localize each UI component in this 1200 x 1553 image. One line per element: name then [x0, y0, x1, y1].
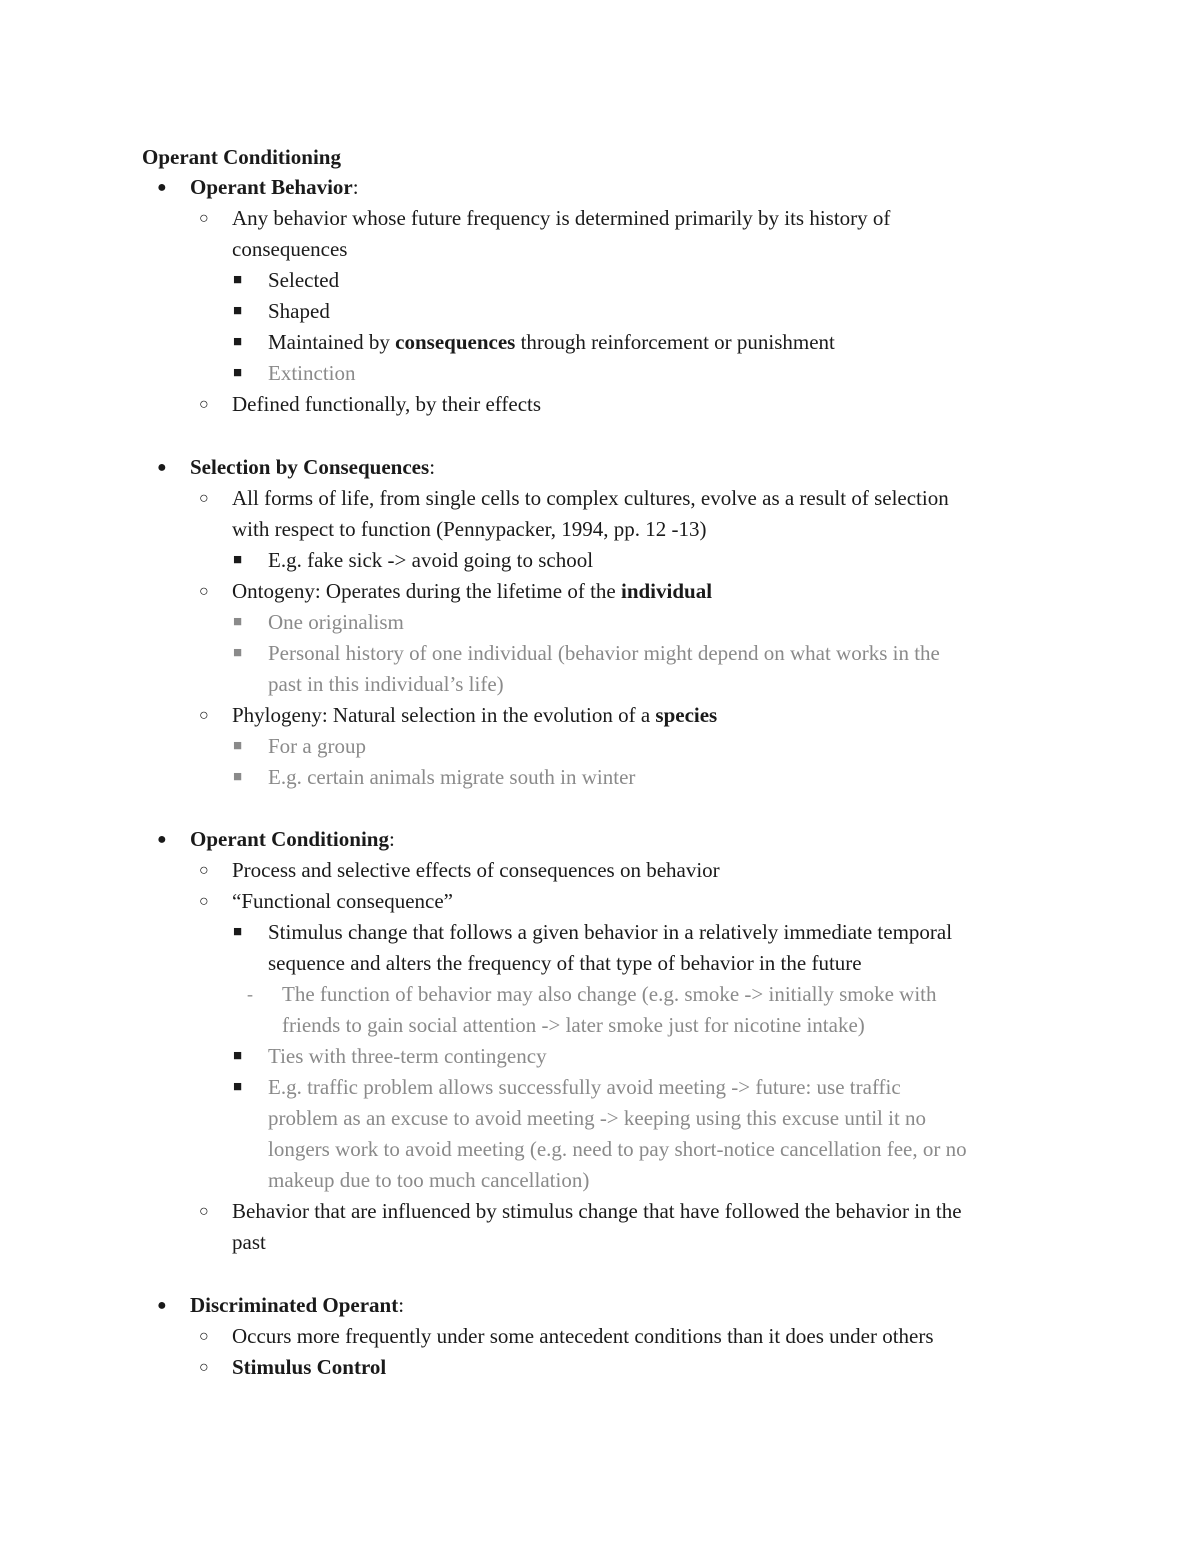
text-run: through reinforcement or punishment: [515, 330, 835, 354]
list-item: Defined functionally, by their effects: [232, 392, 542, 416]
circle-marker: ○: [199, 1328, 209, 1345]
heading-colon: :: [398, 1293, 405, 1317]
square-marker: ■: [233, 924, 243, 940]
list-item: Any behavior whose future frequency is determined primarily by its history of: [232, 206, 891, 230]
list-item-continued: makeup due to too much cancellation): [268, 1168, 590, 1192]
square-marker: ■: [233, 769, 243, 785]
circle-marker: ○: [199, 707, 209, 724]
list-item-continued: past: [232, 1230, 266, 1254]
heading-text: Discriminated Operant: [190, 1293, 399, 1317]
square-marker: ■: [233, 272, 243, 288]
circle-marker: ○: [199, 583, 209, 600]
bullet-marker: ●: [157, 179, 167, 196]
list-item: “Functional consequence”: [232, 889, 453, 913]
heading-colon: :: [388, 827, 395, 851]
list-item: E.g. fake sick -> avoid going to school: [268, 548, 594, 572]
document-title: Operant Conditioning: [142, 145, 341, 169]
section-heading: [190, 172, 359, 203]
circle-marker: ○: [199, 1203, 209, 1220]
section-heading: [190, 1290, 404, 1321]
list-item: Shaped: [268, 299, 330, 323]
list-item-continued: problem as an excuse to avoid meeting -> keeping using this excuse until it no: [268, 1106, 927, 1130]
list-item: One originalism: [268, 610, 404, 634]
circle-marker: ○: [199, 490, 209, 507]
circle-marker: ○: [199, 862, 209, 879]
circle-marker: ○: [199, 1359, 209, 1376]
list-item: For a group: [268, 734, 366, 758]
list-item: [268, 327, 835, 358]
list-item: All forms of life, from single cells to complex cultures, evolve as a result of selection: [232, 486, 949, 510]
list-item: Selected: [268, 268, 340, 292]
list-item: [232, 700, 717, 731]
dash-marker: -: [247, 984, 253, 1004]
list-item: Stimulus Control: [232, 1355, 387, 1379]
list-item: Personal history of one individual (behavior might depend on what works in the: [268, 641, 940, 665]
list-item: E.g. traffic problem allows successfully avoid meeting -> future: use traffic: [268, 1075, 901, 1099]
section-heading: [190, 824, 395, 855]
heading-colon: :: [429, 455, 436, 479]
square-marker: ■: [233, 1048, 243, 1064]
list-item-continued: sequence and alters the frequency of that type of behavior in the future: [268, 951, 862, 975]
list-item: Behavior that are influenced by stimulus change that have followed the behavior in the: [232, 1199, 962, 1223]
heading-text: Selection by Consequences: [190, 455, 430, 479]
list-item-continued: friends to gain social attention -> later smoke just for nicotine intake): [282, 1013, 865, 1037]
circle-marker: ○: [199, 396, 209, 413]
list-item: E.g. certain animals migrate south in winter: [268, 765, 636, 789]
list-item: Occurs more frequently under some antecedent conditions than it does under others: [232, 1324, 934, 1348]
heading-text: Operant Conditioning: [190, 827, 389, 851]
list-item-continued: with respect to function (Pennypacker, 1994, pp. 12 -13): [232, 517, 707, 541]
square-marker: ■: [233, 303, 243, 319]
list-item: Process and selective effects of consequences on behavior: [232, 858, 720, 882]
square-marker: ■: [233, 645, 243, 661]
text-run: Phylogeny: Natural selection in the evolution of a: [232, 703, 656, 727]
bullet-marker: ●: [157, 1297, 167, 1314]
circle-marker: ○: [199, 893, 209, 910]
section-heading: [190, 452, 435, 483]
square-marker: ■: [233, 1079, 243, 1095]
list-item-continued: past in this individual’s life): [268, 672, 504, 696]
bullet-marker: ●: [157, 831, 167, 848]
bold-term: species: [655, 703, 718, 727]
list-item-continued: consequences: [232, 237, 348, 261]
list-item: The function of behavior may also change (e.g. smoke -> initially smoke with: [282, 982, 937, 1006]
square-marker: ■: [233, 614, 243, 630]
list-item: Stimulus change that follows a given behavior in a relatively immediate temporal: [268, 920, 953, 944]
heading-colon: :: [352, 175, 359, 199]
bullet-marker: ●: [157, 459, 167, 476]
square-marker: ■: [233, 334, 243, 350]
square-marker: ■: [233, 738, 243, 754]
list-item-continued: longers work to avoid meeting (e.g. need to pay short-notice cancellation fee, or no: [268, 1137, 967, 1161]
circle-marker: ○: [199, 210, 209, 227]
square-marker: ■: [233, 552, 243, 568]
bold-term: individual: [620, 579, 713, 603]
square-marker: ■: [233, 365, 243, 381]
heading-text: Operant Behavior: [190, 175, 353, 199]
text-run: Maintained by: [268, 330, 396, 354]
text-run: Ontogeny: Operates during the lifetime of the: [232, 579, 621, 603]
list-item: Ties with three-term contingency: [268, 1044, 547, 1068]
list-item: [232, 576, 712, 607]
bold-term: consequences: [395, 330, 516, 354]
list-item: Extinction: [268, 361, 356, 385]
